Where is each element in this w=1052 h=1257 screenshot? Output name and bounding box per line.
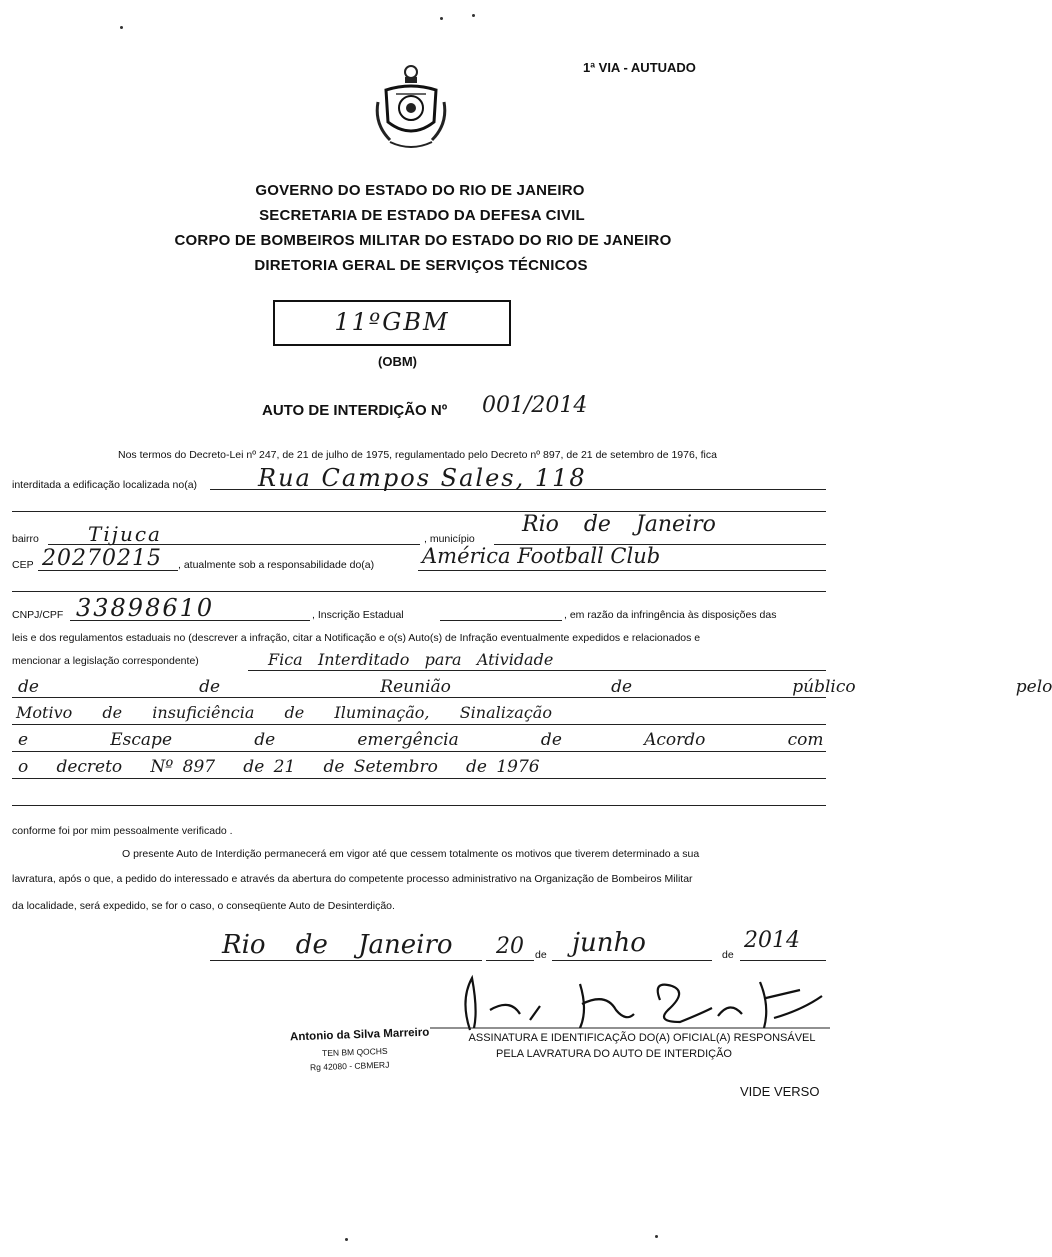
stamp-rg: Rg 42080 - CBMERJ: [309, 1059, 390, 1073]
infracao-handwriting-2: de de Reunião de público pelo: [18, 677, 1052, 697]
municipio-label: , município: [424, 533, 475, 545]
responsavel-label: , atualmente sob a responsabilidade do(a): [178, 559, 375, 571]
obm-box: [273, 300, 511, 346]
infracao-line-2: [12, 697, 826, 698]
scan-speck: [440, 17, 443, 20]
date-day-line: [486, 960, 534, 961]
signature-caption-1: ASSINATURA E IDENTIFICAÇÃO DO(A) OFICIAL(A) RESPONSÁVEL: [468, 1032, 816, 1044]
infracao-handwriting-5: o decreto Nº 897 de 21 de Setembro de 1976: [18, 757, 540, 777]
localidade-text: da localidade, será expedido, se for o caso, o conseqüente Auto de Desinterdição.: [12, 900, 395, 912]
infracao-line-3: [12, 724, 826, 725]
date-year-line: [740, 960, 826, 961]
address-value: Rua Campos Sales, 118: [258, 464, 587, 492]
header-diretoria: DIRETORIA GERAL DE SERVIÇOS TÉCNICOS: [254, 257, 588, 274]
inscricao-label: , Inscrição Estadual: [312, 609, 404, 621]
cep-value: 20270215: [42, 546, 162, 571]
infracao-line-5: [12, 778, 826, 779]
official-signature: [430, 970, 830, 1034]
responsavel-value: América Football Club: [422, 544, 661, 568]
bairro-value: Tijuca: [88, 522, 162, 546]
scan-speck: [345, 1238, 348, 1241]
coat-of-arms-icon: [372, 62, 450, 154]
auto-number: 001/2014: [482, 393, 588, 418]
signature-caption-2: PELA LAVRATURA DO AUTO DE INTERDIÇÃO: [496, 1048, 732, 1060]
date-city: Rio de Janeiro: [222, 930, 453, 960]
cep-label: CEP: [12, 559, 34, 571]
inscricao-line: [440, 620, 562, 621]
date-day: 20: [496, 934, 524, 959]
intro-text: Nos termos do Decreto-Lei nº 247, de 21 de julho de 1975, regulamentado pelo Decreto nº 897, de 21 de setembro de 1976, fica: [118, 449, 717, 461]
scan-speck: [120, 26, 123, 29]
stamp-name: Antonio da Silva Marreiro: [289, 1026, 430, 1044]
leis-text: leis e dos regulamentos estaduais no (descrever a infração, citar a Notificação e o(s) Auto(s) de Infração eventualmente expedidos e relacionados e: [12, 632, 701, 644]
date-de-1: de: [535, 949, 547, 961]
municipio-value: Rio de Janeiro: [522, 512, 716, 537]
cnpj-value: 33898610: [76, 594, 215, 622]
infracao-handwriting-1: Fica Interditado para Atividade: [268, 650, 554, 669]
via-label: 1ª VIA - AUTUADO: [583, 60, 696, 75]
header-government: GOVERNO DO ESTADO DO RIO DE JANEIRO: [255, 182, 585, 199]
date-month: junho: [572, 928, 646, 958]
razao-text: , em razão da infringência às disposições das: [564, 609, 777, 621]
infracao-handwriting-4: e Escape de emergência de Acordo com: [18, 730, 824, 750]
vide-verso: VIDE VERSO: [740, 1084, 820, 1099]
stamp-rank: TEN BM QOCHS: [321, 1045, 388, 1059]
auto-title: AUTO DE INTERDIÇÃO Nº: [262, 402, 448, 419]
date-city-line: [210, 960, 482, 961]
obm-value: 11ºGBM: [334, 308, 450, 336]
scan-speck: [472, 14, 475, 17]
date-de-2: de: [722, 949, 734, 961]
responsavel-line: [418, 570, 826, 571]
infracao-handwriting-3: Motivo de insuficiência de Iluminação, Sinalização: [16, 703, 552, 722]
scan-speck: [655, 1235, 658, 1238]
date-month-line: [552, 960, 712, 961]
bairro-label: bairro: [12, 533, 39, 545]
infracao-line-1: [248, 670, 826, 671]
mencionar-text: mencionar a legislação correspondente): [12, 655, 199, 667]
cnpj-label: CNPJ/CPF: [12, 609, 64, 621]
date-year: 2014: [744, 928, 800, 953]
conforme-text: conforme foi por mim pessoalmente verificado .: [12, 825, 233, 837]
obm-label: (OBM): [378, 354, 417, 369]
address-label: interditada a edificação localizada no(a): [12, 479, 198, 491]
lavratura-text: lavratura, após o que, a pedido do interessado e através da abertura do competente processo administrativo na Organização de Bombeiros Militar: [12, 873, 693, 885]
header-corpo-bombeiros: CORPO DE BOMBEIROS MILITAR DO ESTADO DO RIO DE JANEIRO: [174, 232, 672, 249]
presente-text: O presente Auto de Interdição permanecerá em vigor até que cessem totalmente os motivos que tiverem determinado a sua: [122, 848, 700, 860]
infracao-line-4: [12, 751, 826, 752]
header-secretaria: SECRETARIA DE ESTADO DA DEFESA CIVIL: [259, 207, 585, 224]
responsavel-extra-line: [12, 591, 826, 592]
infracao-line-6: [12, 805, 826, 806]
